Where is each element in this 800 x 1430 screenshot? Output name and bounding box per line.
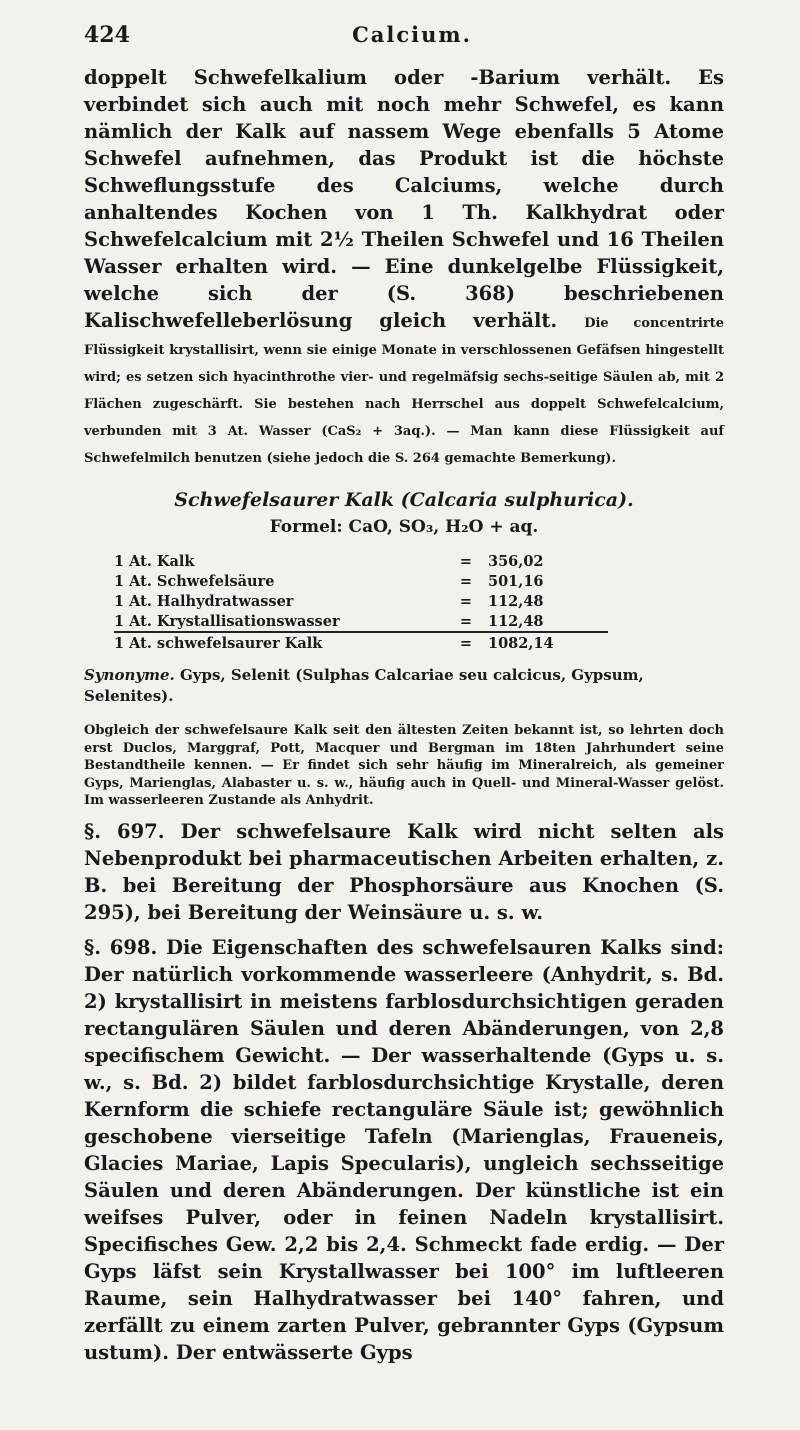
paragraph-large-text: doppelt Schwefelkalium oder -Barium verhält. Es verbindet sich auch mit noch mehr Schwefel, es kann nämlich der Kalk auf nassem Wege ebenfalls 5 Atome Schwefel aufnehmen, das Produkt ist die höchste Schweflungsstufe des Calciums, welche durch anhaltendes Kochen von 1 Th. Kalkhydrat oder Schwefelcalcium mit 2½ Theilen Schwefel und 16 Theilen Wasser erhalten wird. — Eine dunkelgelbe Flüssigkeit, welche sich der (S. 368) beschriebenen Kalischwefelleberlösung gleich verhält.: [84, 66, 724, 332]
synonyms-lead: Synonyme.: [84, 666, 175, 684]
row-label: 1 At. Krystallisationswasser: [114, 612, 340, 630]
formula: Formel: CaO, SO₃, H₂O + aq.: [269, 517, 539, 537]
paragraph-small-text: Die concentrirte Flüssigkeit krystallisirt, wenn sie einige Monate in verschlossenen Gefäfsen hingestellt wird; es setzen sich hyacinthrothe vier- und regelmäfsig sechs-seitige Säulen ab, mit 2 Flächen zugeschärft. Sie bestehen nach Herrschel aus doppelt Schwefelcalcium, verbunden mit 3 At. Wasser (CaS₂ + 3aq.). — Man kann diese Flüssigkeit auf Schwefelmilch benutzen (siehe jedoch die S. 264 gemachte Bemerkung).: [84, 316, 724, 466]
history-paragraph: Obgleich der schwefelsaure Kalk seit den ältesten Zeiten bekannt ist, so lehrten doch erst Duclos, Marggraf, Pott, Macquer und Bergman im 18ten Jahrhundert seine Bestandtheile kennen. — Er findet sich sehr häufig im Mineralreich, als gemeiner Gyps, Marienglas, Alabaster u. s. w., häufig auch in Quell- und Mineral-Wasser gelöst. Im wasserleeren Zustande als Anhydrit.: [84, 723, 724, 808]
page-number: 424: [84, 22, 130, 48]
table-row: [114, 611, 608, 632]
section-title: Schwefelsaurer Kalk (Calcaria sulphurica).: [174, 489, 634, 511]
table-row: [114, 551, 608, 571]
row-value: 501,16: [488, 572, 544, 590]
row-value: 112,48: [488, 612, 544, 630]
table-row: [114, 591, 608, 611]
total-label: 1 At. schwefelsaurer Kalk: [114, 632, 444, 653]
table-total-row: [114, 632, 608, 653]
total-equals: =: [444, 632, 488, 653]
row-equals: =: [459, 552, 473, 570]
row-equals: =: [459, 612, 473, 630]
synonyms-paragraph: [84, 665, 724, 707]
row-label: 1 At. Halhydratwasser: [114, 592, 294, 610]
running-title: Calcium.: [352, 22, 472, 47]
paragraph-continuation: [84, 64, 724, 469]
composition-table: [114, 551, 608, 653]
table-row: [114, 571, 608, 591]
row-equals: =: [459, 592, 473, 610]
row-value: 112,48: [488, 592, 544, 610]
row-value: 356,02: [488, 552, 544, 570]
text-column: [84, 64, 724, 1366]
row-label: 1 At. Kalk: [114, 552, 195, 570]
section-698: §. 698. Die Eigenschaften des schwefelsauren Kalks sind: Der natürlich vorkommende wasserleere (Anhydrit, s. Bd. 2) krystallisirt in meistens farblosdurchsichtigen geraden rectangulären Säulen und deren Abänderungen, von 2,8 specifischem Gewicht. — Der wasserhaltende (Gyps u. s. w., s. Bd. 2) bildet farblosdurchsichtige Krystalle, deren Kernform die schiefe rectanguläre Säule ist; gewöhnlich geschobene vierseitige Tafeln (Marienglas, Fraueneis, Glacies Mariae, Lapis Specularis), ungleich sechsseitige Säulen und deren Abänderungen. Der künstliche ist ein weifses Pulver, oder in feinen Nadeln krystallisirt. Specifisches Gew. 2,2 bis 2,4. Schmeckt fade erdig. — Der Gyps läfst sein Krystallwasser bei 100° im luftleeren Raume, sein Halhydratwasser bei 140° fahren, und zerfällt zu einem zarten Pulver, gebrannter Gyps (Gypsum ustum). Der entwässerte Gyps: [84, 935, 724, 1364]
total-value: 1082,14: [488, 632, 608, 653]
page-header: [84, 22, 740, 52]
section-697: §. 697. Der schwefelsaure Kalk wird nicht selten als Nebenprodukt bei pharmaceutischen Arbeiten erhalten, z. B. bei Bereitung der Phosphorsäure aus Knochen (S. 295), bei Bereitung der Weinsäure u. s. w.: [84, 819, 724, 924]
synonyms-text: Gyps, Selenit (Sulphas Calcariae seu calcicus, Gypsum, Selenites).: [84, 666, 644, 705]
row-label: 1 At. Schwefelsäure: [114, 572, 275, 590]
row-equals: =: [459, 572, 473, 590]
